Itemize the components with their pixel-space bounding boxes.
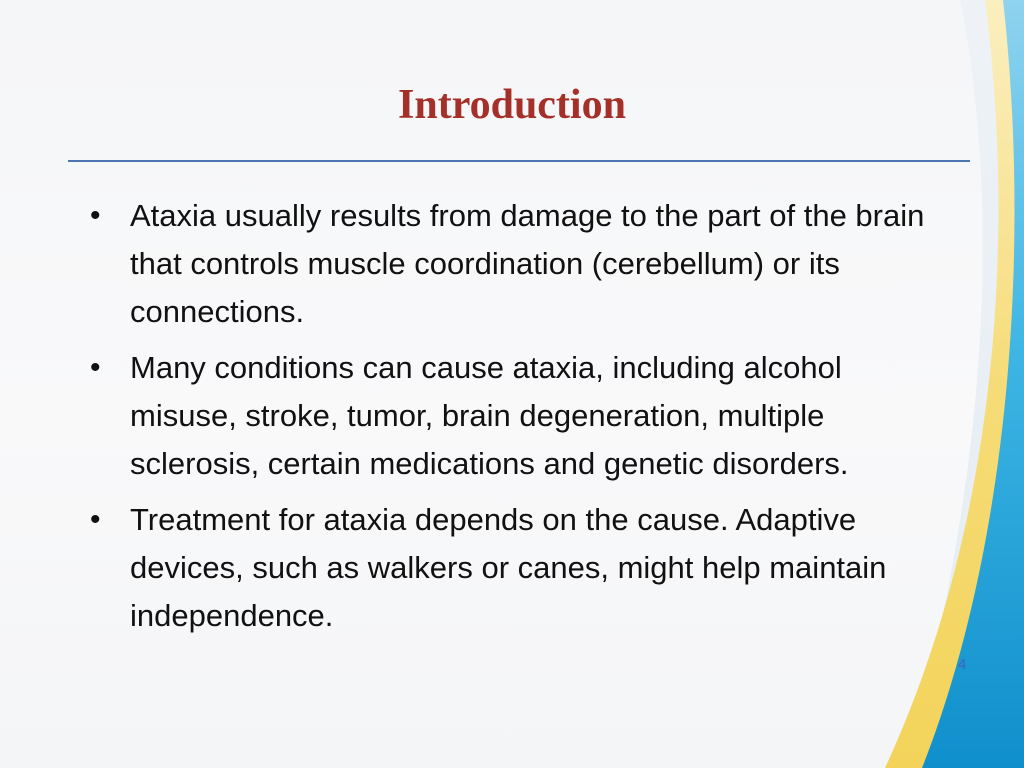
title-divider (68, 160, 970, 162)
bullet-marker-icon: • (90, 351, 101, 384)
page-number: 4 (958, 656, 967, 673)
slide-title: Introduction (398, 82, 626, 128)
bullet-item (86, 496, 946, 640)
bullet-text: Treatment for ataxia depends on the cause. Adaptive devices, such as walkers or canes, might help maintain independence. (130, 502, 887, 633)
bullet-list (86, 192, 946, 648)
bullet-item (86, 192, 946, 336)
bullet-marker-icon: • (90, 503, 101, 536)
bullet-text: Ataxia usually results from damage to the part of the brain that controls muscle coordination (cerebellum) or its connections. (130, 198, 925, 329)
bullet-text: Many conditions can cause ataxia, including alcohol misuse, stroke, tumor, brain degeneration, multiple sclerosis, certain medications and genetic disorders. (130, 350, 849, 481)
bullet-item (86, 344, 946, 488)
bullet-marker-icon: • (90, 199, 101, 232)
